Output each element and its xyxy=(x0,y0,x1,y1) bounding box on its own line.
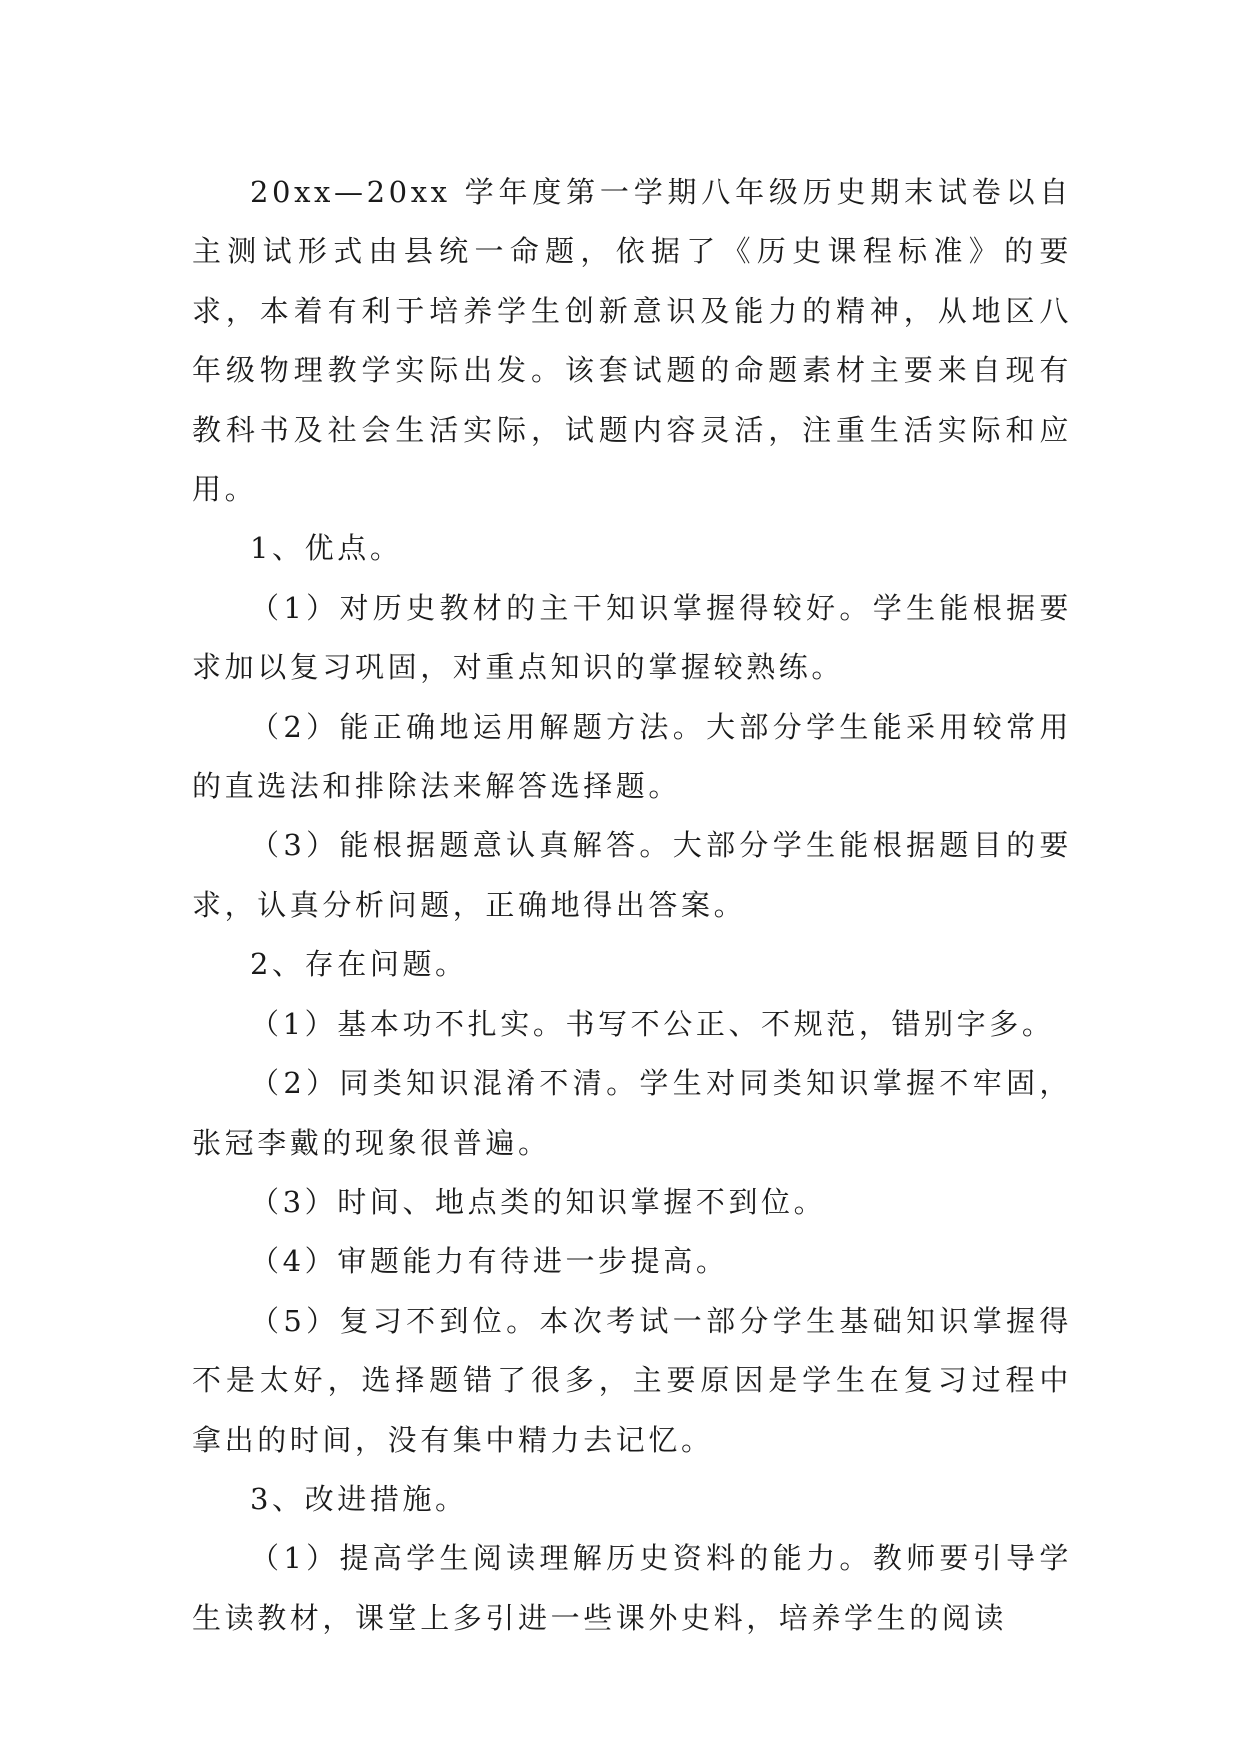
problem-item-5: （5）复习不到位。本次考试一部分学生基础知识掌握得不是太好，选择题错了很多，主要原因是学生在复习过程中拿出的时间，没有集中精力去记忆。 xyxy=(192,1303,1072,1457)
document-body xyxy=(192,163,1072,1648)
section-heading-improvements: 3、改进措施。 xyxy=(250,1481,468,1516)
problem-item-4: （4）审题能力有待进一步提高。 xyxy=(250,1244,729,1279)
intro-paragraph: 20xx—20xx 学年度第一学期八年级历史期末试卷以自主测试形式由县统一命题，依据了《历史课程标准》的要求，本着有利于培养学生创新意识及能力的精神，从地区八年级物理教学实际出发。该套试题的命题素材主要来自现有教科书及社会生活实际，试题内容灵活，注重生活实际和应用。 xyxy=(192,175,1072,507)
strength-item-2: （2）能正确地运用解题方法。大部分学生能采用较常用的直选法和排除法来解答选择题。 xyxy=(192,709,1072,804)
problem-item-2: （2）同类知识混淆不清。学生对同类知识掌握不牢固，张冠李戴的现象很普遍。 xyxy=(192,1066,1072,1160)
strength-item-3: （3）能根据题意认真解答。大部分学生能根据题目的要求，认真分析问题，正确地得出答案。 xyxy=(192,828,1072,922)
improvement-item-1: （1）提高学生阅读理解历史资料的能力。教师要引导学生读教材，课堂上多引进一些课外史料，培养学生的阅读 xyxy=(192,1541,1072,1635)
section-heading-strengths: 1、优点。 xyxy=(250,531,403,566)
strength-item-1: （1）对历史教材的主干知识掌握得较好。学生能根据要求加以复习巩固，对重点知识的掌握较熟练。 xyxy=(192,590,1072,685)
section-heading-problems: 2、存在问题。 xyxy=(250,947,468,982)
problem-item-1: （1）基本功不扎实。书写不公正、不规范，错别字多。 xyxy=(250,1006,1055,1041)
problem-item-3: （3）时间、地点类的知识掌握不到位。 xyxy=(250,1184,827,1219)
